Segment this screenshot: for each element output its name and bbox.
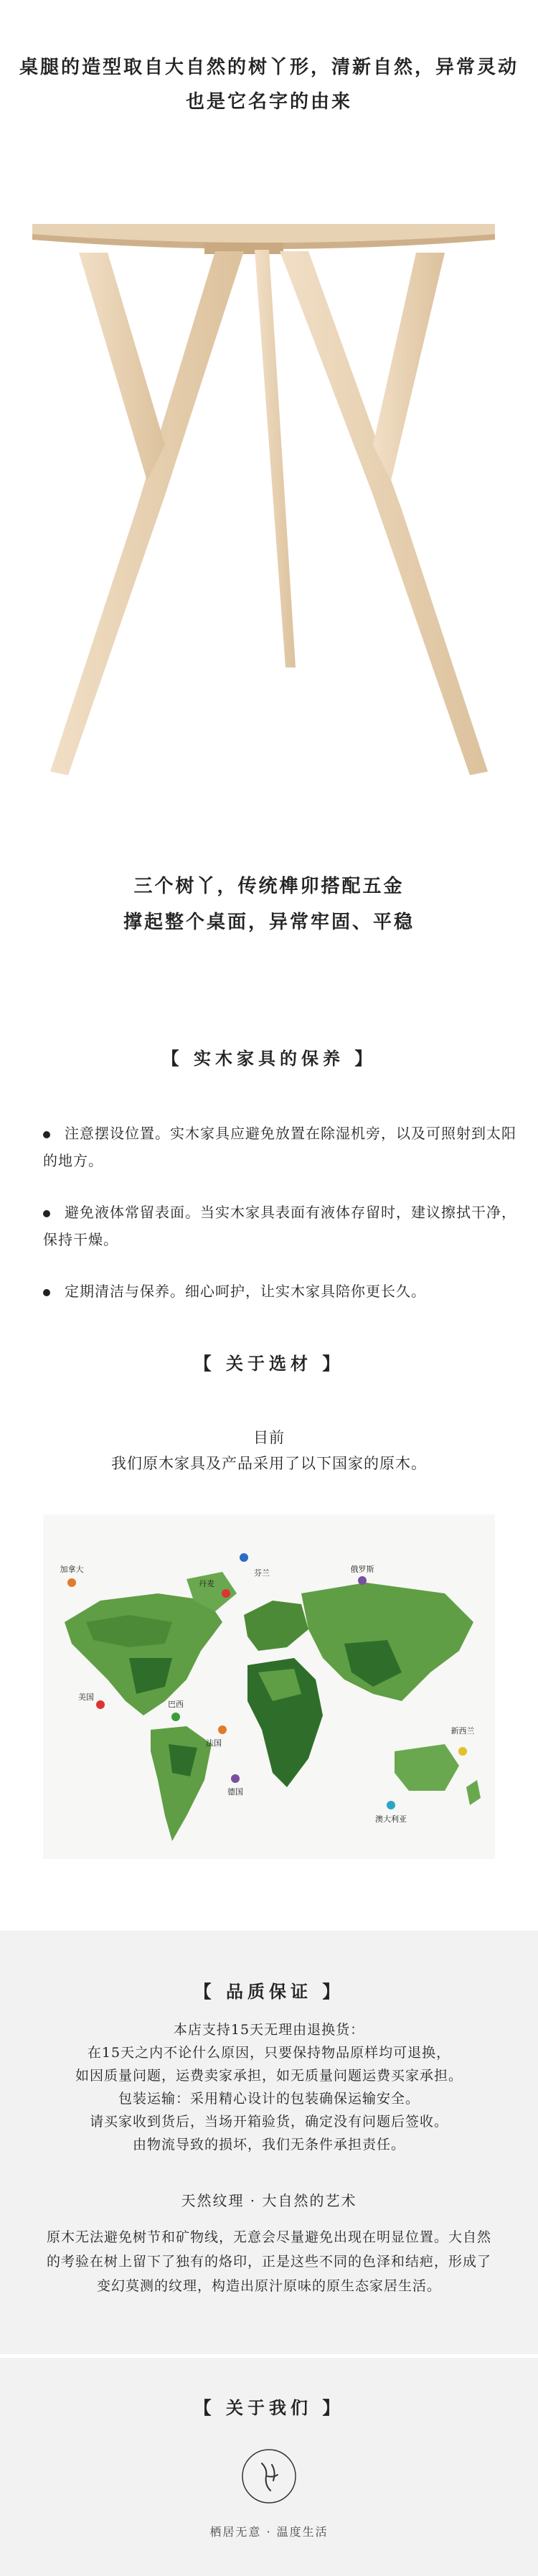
legs-line-1: 三个树丫，传统榫卯搭配五金: [133, 876, 405, 897]
world-map: [43, 1514, 495, 1859]
quality-line: 由物流导致的损坏，我们无条件承担责任。: [132, 2137, 405, 2153]
country-label-russia: 俄罗斯: [350, 1565, 374, 1574]
quality-line: 包装运输：采用精心设计的包装确保运输安全。: [118, 2091, 420, 2107]
marker-australia: [375, 1801, 407, 1824]
marker-finland: [240, 1553, 270, 1578]
table-branch-right: [373, 253, 445, 481]
country-label-newzealand: 新西兰: [450, 1726, 475, 1736]
intro-line-1: 桌腿的造型取自大自然的树丫形，清新自然，异常灵动: [19, 57, 519, 78]
slogan: 栖居无意 · 温度生活: [209, 2525, 329, 2539]
care-list: [43, 1120, 516, 1329]
intro-text: [0, 50, 538, 119]
care-item: [43, 1199, 516, 1253]
country-label-usa: 美国: [78, 1692, 94, 1702]
nature-text: 原木无法避免树节和矿物线，无意会尽量避免出现在明显位置。大自然的考验在树上留下了独有的烙印，正是这些不同的色泽和结疤，形成了变幻莫测的纹理，构造出原汁原味的原生态家居生活。: [46, 2229, 491, 2294]
care-item: [43, 1278, 516, 1305]
table-image: [0, 208, 538, 797]
materials-heading: 【 关于选材 】: [194, 1353, 344, 1374]
materials-text: [0, 1425, 538, 1476]
marker-usa: [78, 1692, 105, 1709]
marker-canada: [60, 1564, 84, 1587]
marker-brazil: [168, 1700, 184, 1721]
materials-line-1: 目前: [253, 1429, 285, 1446]
quality-line: 在15天之内不论什么原因，只要保持物品原样均可退换，: [87, 2045, 451, 2061]
care-item-text: 避免液体常留表面。当实木家具表面有液体存留时，建议擦拭干净，保持干燥。: [43, 1204, 516, 1248]
table-leg-left: [50, 251, 244, 775]
quality-text: [0, 2018, 538, 2156]
quality-line: 本店支持15天无理由退换货：: [173, 2022, 365, 2038]
nature-heading: 天然纹理 · 大自然的艺术: [181, 2192, 357, 2209]
country-label-denmark: 丹麦: [199, 1579, 214, 1588]
country-label-finland: 芬兰: [254, 1568, 270, 1578]
materials-line-2: 我们原木家具及产品采用了以下国家的原木。: [111, 1455, 427, 1472]
bullet-icon: [43, 1131, 50, 1138]
country-label-germany: 德国: [227, 1787, 243, 1797]
country-label-canada: 加拿大: [60, 1565, 84, 1574]
world-map-illustration: [43, 1514, 495, 1859]
quality-heading: 【 品质保证 】: [194, 1981, 344, 2002]
about-heading: 【 关于我们 】: [194, 2397, 344, 2418]
bullet-icon: [43, 1210, 50, 1217]
country-label-france: 法国: [206, 1738, 222, 1748]
marker-france: [206, 1725, 227, 1748]
country-label-australia: 澳大利亚: [375, 1814, 407, 1824]
care-item: [43, 1120, 516, 1174]
quality-line: 请买家收到货后，当场开箱验货，确定没有问题后签收。: [89, 2114, 448, 2130]
quality-line: 如因质量问题，运费卖家承担，如无质量问题运费买家承担。: [75, 2068, 463, 2084]
wooden-table-illustration: [0, 208, 538, 797]
legs-line-2: 撑起整个桌面，异常牢固、平稳: [123, 912, 415, 933]
marker-newzealand: [451, 1726, 475, 1756]
country-label-brazil: 巴西: [168, 1700, 184, 1709]
brand-logo: [240, 2448, 298, 2505]
intro-line-2: 也是它名字的由来: [185, 91, 352, 113]
brand-logo-icon: [240, 2448, 298, 2505]
care-item-text: 注意摆设位置。实木家具应避免放置在除湿机旁，以及可照射到太阳的地方。: [43, 1125, 516, 1169]
care-heading: 【 实木家具的保养 】: [161, 1048, 377, 1069]
legs-text: [0, 868, 538, 940]
table-leg-back: [255, 250, 296, 668]
table-branch-left: [79, 253, 165, 481]
table-leg-right: [280, 251, 488, 775]
marker-russia: [351, 1564, 374, 1585]
care-item-text: 定期清洁与保养。细心呵护，让实木家具陪你更长久。: [65, 1283, 426, 1300]
bullet-icon: [43, 1289, 50, 1296]
marker-germany: [227, 1774, 243, 1797]
